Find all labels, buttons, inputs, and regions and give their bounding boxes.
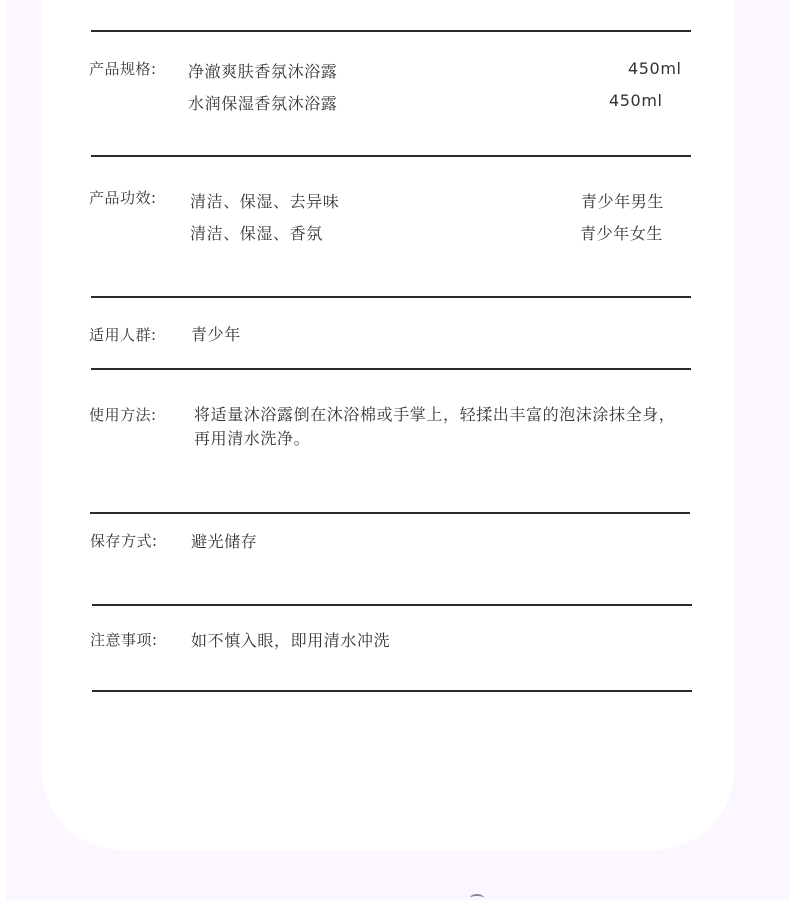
audience-label: 适用人群: (89, 326, 157, 344)
spec-size-1: 450ml (628, 59, 682, 78)
divider-bottom (92, 690, 692, 692)
spec-size-2: 450ml (609, 91, 663, 110)
divider-usage (90, 512, 690, 514)
specs-label: 产品规格: (89, 60, 157, 78)
efficacy-effect-1: 清洁、保湿、去异味 (190, 192, 340, 211)
caution-value: 如不慎入眼，即用清水冲洗 (191, 631, 391, 650)
divider-top (91, 30, 691, 32)
divider-storage (92, 604, 692, 606)
divider-audience (91, 368, 691, 370)
bottom-edge-mark (470, 894, 484, 902)
caution-label: 注意事项: (90, 631, 158, 649)
spec-name-2: 水润保湿香氛沐浴露 (188, 94, 338, 113)
storage-label: 保存方式: (90, 532, 158, 550)
divider-specs (91, 155, 691, 157)
spec-name-1: 净澈爽肤香氛沐浴露 (188, 62, 338, 81)
usage-label: 使用方法: (89, 406, 157, 424)
efficacy-label: 产品功效: (89, 189, 157, 207)
usage-value: 将适量沐浴露倒在沐浴棉或手掌上，轻揉出丰富的泡沫涂抹全身，再用清水洗净。 (194, 405, 676, 448)
efficacy-target-1: 青少年男生 (581, 192, 665, 211)
divider-efficacy (91, 296, 691, 298)
efficacy-effect-2: 清洁、保湿、香氛 (190, 224, 323, 243)
efficacy-target-2: 青少年女生 (580, 224, 664, 243)
storage-value: 避光储存 (191, 532, 258, 551)
audience-value: 青少年 (191, 325, 241, 344)
